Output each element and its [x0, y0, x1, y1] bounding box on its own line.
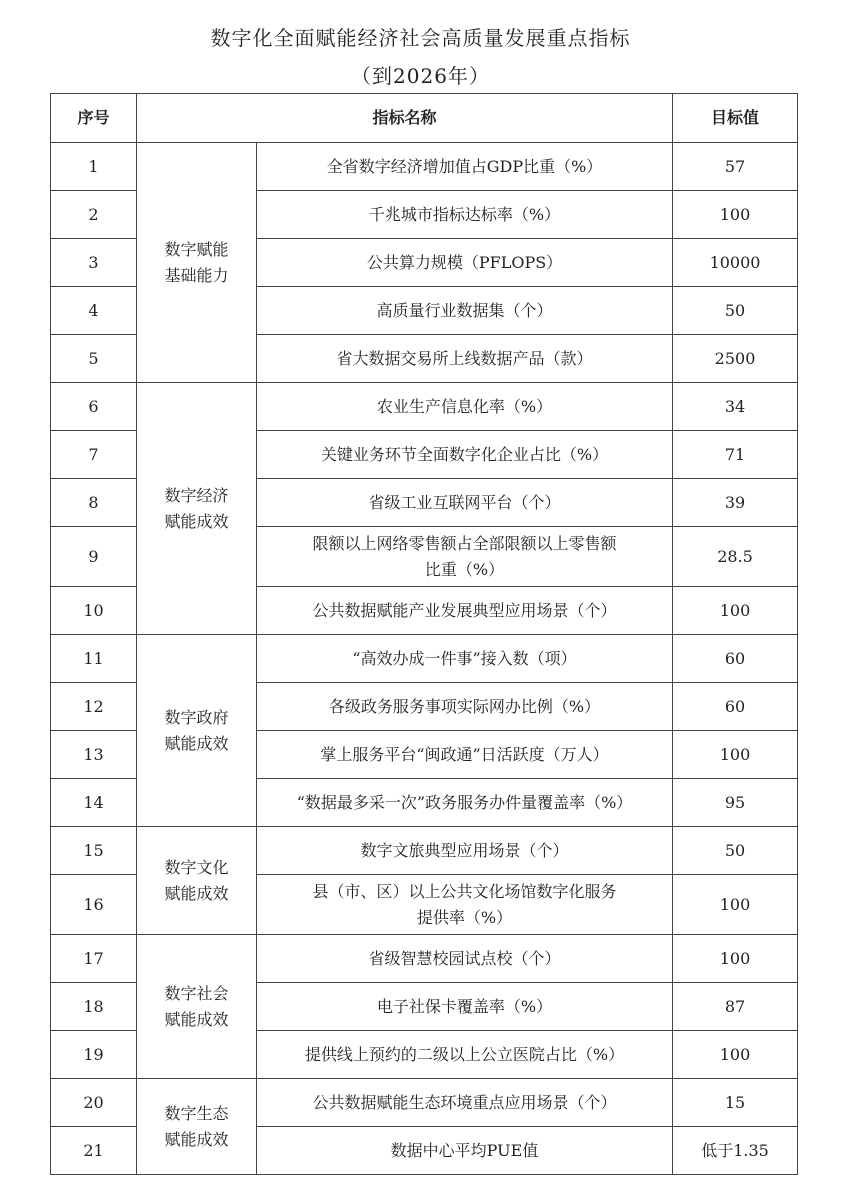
indicator-name-line: 提供率（%） — [416, 907, 513, 927]
target-value: 15 — [673, 1079, 798, 1127]
indicator-name: 电子社保卡覆盖率（%） — [257, 983, 673, 1031]
row-number: 9 — [51, 527, 137, 587]
row-number: 10 — [51, 587, 137, 635]
header-name: 指标名称 — [137, 94, 673, 143]
category-cell — [137, 635, 257, 827]
target-value: 50 — [673, 287, 798, 335]
row-number: 21 — [51, 1127, 137, 1175]
table-row — [51, 827, 798, 875]
indicator-name-line: 限额以上网络零售额占全部限额以上零售额 — [312, 533, 617, 553]
table-row — [51, 143, 798, 191]
indicator-name: 省级工业互联网平台（个） — [257, 479, 673, 527]
indicator-name: 农业生产信息化率（%） — [257, 383, 673, 431]
row-number: 18 — [51, 983, 137, 1031]
category-cell — [137, 827, 257, 935]
row-number: 2 — [51, 191, 137, 239]
category-label-line: 基础能力 — [164, 265, 229, 285]
target-value: 50 — [673, 827, 798, 875]
category-cell — [137, 1079, 257, 1175]
header-no: 序号 — [51, 94, 137, 143]
indicator-name: 各级政务服务事项实际网办比例（%） — [257, 683, 673, 731]
target-value: 10000 — [673, 239, 798, 287]
category-label-line: 数字经济 — [164, 485, 229, 505]
category-cell — [137, 143, 257, 383]
row-number: 4 — [51, 287, 137, 335]
indicator-name: 公共数据赋能生态环境重点应用场景（个） — [257, 1079, 673, 1127]
header-target: 目标值 — [673, 94, 798, 143]
indicator-name: 数字文旅典型应用场景（个） — [257, 827, 673, 875]
category-label-line: 赋能成效 — [164, 1129, 229, 1149]
target-value: 57 — [673, 143, 798, 191]
row-number: 17 — [51, 935, 137, 983]
category-label-line: 赋能成效 — [164, 511, 229, 531]
target-value: 39 — [673, 479, 798, 527]
table-row — [51, 635, 798, 683]
row-number: 7 — [51, 431, 137, 479]
row-number: 1 — [51, 143, 137, 191]
target-value: 低于1.35 — [673, 1127, 798, 1175]
target-value: 28.5 — [673, 527, 798, 587]
indicator-name: 关键业务环节全面数字化企业占比（%） — [257, 431, 673, 479]
target-value: 87 — [673, 983, 798, 1031]
row-number: 15 — [51, 827, 137, 875]
row-number: 8 — [51, 479, 137, 527]
row-number: 12 — [51, 683, 137, 731]
row-number: 16 — [51, 875, 137, 935]
category-label-line: 赋能成效 — [164, 883, 229, 903]
row-number: 11 — [51, 635, 137, 683]
indicator-table — [50, 93, 798, 1175]
indicator-name: 公共算力规模（PFLOPS） — [257, 239, 673, 287]
target-value: 100 — [673, 731, 798, 779]
target-value: 95 — [673, 779, 798, 827]
indicator-name: “高效办成一件事”接入数（项） — [257, 635, 673, 683]
indicator-name: 省大数据交易所上线数据产品（款） — [257, 335, 673, 383]
category-cell — [137, 383, 257, 635]
row-number: 5 — [51, 335, 137, 383]
category-label-line: 赋能成效 — [164, 1009, 229, 1029]
indicator-name: 数据中心平均PUE值 — [257, 1127, 673, 1175]
category-cell — [137, 935, 257, 1079]
header-row — [51, 94, 798, 143]
table-row — [51, 1079, 798, 1127]
target-value: 2500 — [673, 335, 798, 383]
target-value: 100 — [673, 1031, 798, 1079]
row-number: 6 — [51, 383, 137, 431]
table-row — [51, 383, 798, 431]
page-title: 数字化全面赋能经济社会高质量发展重点指标 — [210, 26, 631, 50]
row-number: 14 — [51, 779, 137, 827]
indicator-name: 提供线上预约的二级以上公立医院占比（%） — [257, 1031, 673, 1079]
indicator-name: 省级智慧校园试点校（个） — [257, 935, 673, 983]
indicator-name: 掌上服务平台“闽政通”日活跃度（万人） — [257, 731, 673, 779]
indicator-name-line: 县（市、区）以上公共文化场馆数字化服务 — [312, 881, 617, 901]
table-row — [51, 935, 798, 983]
category-label-line: 数字生态 — [164, 1103, 229, 1123]
target-value: 100 — [673, 875, 798, 935]
indicator-name: 高质量行业数据集（个） — [257, 287, 673, 335]
row-number: 19 — [51, 1031, 137, 1079]
category-label-line: 数字政府 — [164, 707, 229, 727]
target-value: 60 — [673, 683, 798, 731]
target-value: 100 — [673, 935, 798, 983]
indicator-name — [257, 875, 673, 935]
category-label-line: 数字文化 — [164, 857, 229, 877]
row-number: 13 — [51, 731, 137, 779]
row-number: 3 — [51, 239, 137, 287]
indicator-name — [257, 527, 673, 587]
indicator-name: 千兆城市指标达标率（%） — [257, 191, 673, 239]
indicator-name-line: 比重（%） — [424, 559, 505, 579]
target-value: 71 — [673, 431, 798, 479]
indicator-name: “数据最多采一次”政务服务办件量覆盖率（%） — [257, 779, 673, 827]
indicator-name: 全省数字经济增加值占GDP比重（%） — [257, 143, 673, 191]
target-value: 100 — [673, 191, 798, 239]
target-value: 60 — [673, 635, 798, 683]
row-number: 20 — [51, 1079, 137, 1127]
category-label-line: 赋能成效 — [164, 733, 229, 753]
target-value: 34 — [673, 383, 798, 431]
category-label-line: 数字社会 — [164, 983, 229, 1003]
indicator-name: 公共数据赋能产业发展典型应用场景（个） — [257, 587, 673, 635]
target-value: 100 — [673, 587, 798, 635]
category-label-line: 数字赋能 — [164, 239, 229, 259]
page-subtitle: （到2026年） — [351, 64, 490, 88]
